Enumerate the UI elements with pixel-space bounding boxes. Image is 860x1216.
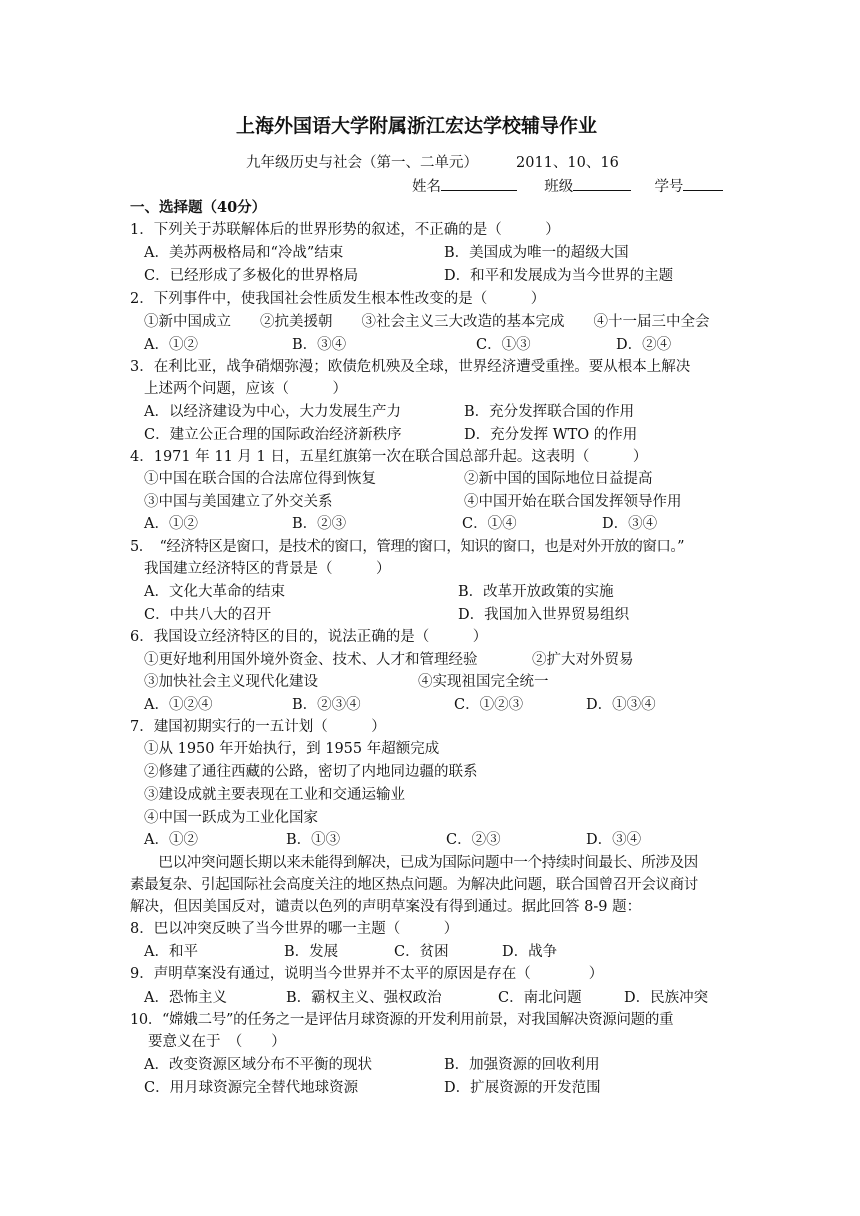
question-stem: 2．下列事件中，使我国社会性质发生根本性改变的是（ ） xyxy=(130,291,546,307)
question-stem: 9．声明草案没有通过，说明当今世界并不太平的原因是存在（ ） xyxy=(130,966,604,982)
question-item: ③中国与美国建立了外交关系 xyxy=(144,494,333,510)
option-a: A．和平 xyxy=(144,944,198,960)
option-d: D．我国加入世界贸易组织 xyxy=(458,607,630,623)
question-stem: 10．“嫦娥二号”的任务之一是评估月球资源的开发利用前景，对我国解决资源问题的重 xyxy=(130,1012,674,1028)
option-b: B．美国成为唯一的超级大国 xyxy=(444,245,629,261)
question-item: ②新中国的国际地位日益提高 xyxy=(464,471,653,487)
option-a: A．①② xyxy=(144,516,198,532)
option-a: A．改变资源区域分布不平衡的现状 xyxy=(144,1057,372,1073)
option-d: D．③④ xyxy=(602,516,658,532)
option-b: B．②③④ xyxy=(292,697,361,713)
option-c: C．②③ xyxy=(446,832,501,848)
name-blank[interactable] xyxy=(441,176,517,191)
question-item: ①从 1950 年开始执行，到 1955 年超额完成 xyxy=(144,741,440,757)
passage-line: 巴以冲突问题长期以来未能得到解决，已成为国际问题中一个持续时间最长、所涉及因 xyxy=(130,855,698,871)
class-blank[interactable] xyxy=(573,176,631,191)
passage-line: 素最复杂、引起国际社会高度关注的地区热点问题。为解决此问题，联合国曾召开会议商讨 xyxy=(130,877,698,893)
class-label: 班级 xyxy=(544,179,574,195)
option-d: D．扩展资源的开发范围 xyxy=(444,1080,601,1096)
option-b: B．霸权主义、强权政治 xyxy=(286,990,442,1006)
question-stem: 4．1971 年 11 月 1 日，五星红旗第一次在联合国总部升起。这表明（ ） xyxy=(130,449,648,465)
option-d: D．和平和发展成为当今世界的主题 xyxy=(444,268,674,284)
student-info xyxy=(412,176,723,197)
question-item: ③加快社会主义现代化建设 xyxy=(144,674,318,690)
question-stem-cont: 上述两个问题，应该（ ） xyxy=(144,381,347,397)
section-heading: 一、选择题（40分） xyxy=(130,199,267,216)
option-a: A．以经济建设为中心，大力发展生产力 xyxy=(144,404,401,420)
option-c: C．用月球资源完全替代地球资源 xyxy=(144,1080,359,1096)
option-c: C．贫困 xyxy=(394,944,449,960)
option-c: C．①④ xyxy=(462,516,517,532)
name-label: 姓名 xyxy=(412,179,441,195)
option-a: A．美苏两极格局和“冷战”结束 xyxy=(144,245,344,261)
option-b: B．加强资源的回收利用 xyxy=(444,1057,600,1073)
option-d: D．②④ xyxy=(616,337,672,353)
option-b: B．③④ xyxy=(292,337,347,353)
question-stem-cont: 我国建立经济特区的背景是（ ） xyxy=(144,561,391,577)
subtitle: 九年级历史与社会（第一、二单元） xyxy=(246,155,478,171)
question-item: ①中国在联合国的合法席位得到恢复 xyxy=(144,471,376,487)
question-item: ④中国开始在联合国发挥领导作用 xyxy=(464,494,682,510)
option-c: C．中共八大的召开 xyxy=(144,607,272,623)
question-items: ①新中国成立 ②抗美援朝 ③社会主义三大改造的基本完成 ④十一届三中全会 xyxy=(144,314,710,330)
option-d: D．民族冲突 xyxy=(624,990,709,1006)
option-d: D．③④ xyxy=(586,832,642,848)
option-c: C．建立公正合理的国际政治经济新秩序 xyxy=(144,427,402,443)
option-b: B．充分发挥联合国的作用 xyxy=(464,404,635,420)
number-label: 学号 xyxy=(654,179,684,195)
page-title: 上海外国语大学附属浙江宏达学校辅导作业 xyxy=(236,115,598,137)
question-stem: 3．在利比亚，战争硝烟弥漫；欧债危机殃及全球，世界经济遭受重挫。要从根本上解决 xyxy=(130,359,691,375)
option-b: B．②③ xyxy=(292,516,347,532)
question-stem: 1．下列关于苏联解体后的世界形势的叙述，不正确的是（ ） xyxy=(130,222,560,238)
question-item: ②修建了通往西藏的公路，密切了内地同边疆的联系 xyxy=(144,764,478,780)
date: 2011、10、16 xyxy=(516,155,619,171)
option-a: A．①② xyxy=(144,832,198,848)
question-stem: 5． “经济特区是窗口，是技术的窗口，管理的窗口，知识的窗口，也是对外开放的窗口。” xyxy=(130,539,685,555)
question-stem: 6．我国设立经济特区的目的，说法正确的是（ ） xyxy=(130,629,488,645)
number-blank[interactable] xyxy=(683,176,723,191)
option-d: D．充分发挥 WTO 的作用 xyxy=(464,427,638,443)
option-a: A．①②④ xyxy=(144,697,213,713)
option-c: C．①②③ xyxy=(454,697,524,713)
option-a: A．文化大革命的结束 xyxy=(144,584,285,600)
passage-line: 解决，但因美国反对，谴责以色列的声明草案没有得到通过。据此回答 8-9 题： xyxy=(130,899,642,915)
option-b: B．改革开放政策的实施 xyxy=(458,584,614,600)
question-stem: 7．建国初期实行的一五计划（ ） xyxy=(130,719,386,735)
option-d: D．①③④ xyxy=(586,697,656,713)
question-stem-cont: 要意义在于 （ ） xyxy=(148,1034,286,1050)
question-stem: 8．巴以冲突反映了当今世界的哪一主题（ ） xyxy=(130,921,459,937)
option-d: D．战争 xyxy=(502,944,558,960)
question-item: ④实现祖国完全统一 xyxy=(418,674,549,690)
question-item: ③建设成就主要表现在工业和交通运输业 xyxy=(144,787,405,803)
option-b: B．①③ xyxy=(286,832,341,848)
option-a: A．①② xyxy=(144,337,198,353)
option-c: C．①③ xyxy=(476,337,531,353)
question-item: ②扩大对外贸易 xyxy=(532,652,634,668)
question-item: ①更好地利用国外境外资金、技术、人才和管理经验 xyxy=(144,652,478,668)
option-a: A．恐怖主义 xyxy=(144,990,227,1006)
question-item: ④中国一跃成为工业化国家 xyxy=(144,810,318,826)
option-b: B．发展 xyxy=(284,944,339,960)
option-c: C．已经形成了多极化的世界格局 xyxy=(144,268,359,284)
option-c: C．南北问题 xyxy=(498,990,582,1006)
